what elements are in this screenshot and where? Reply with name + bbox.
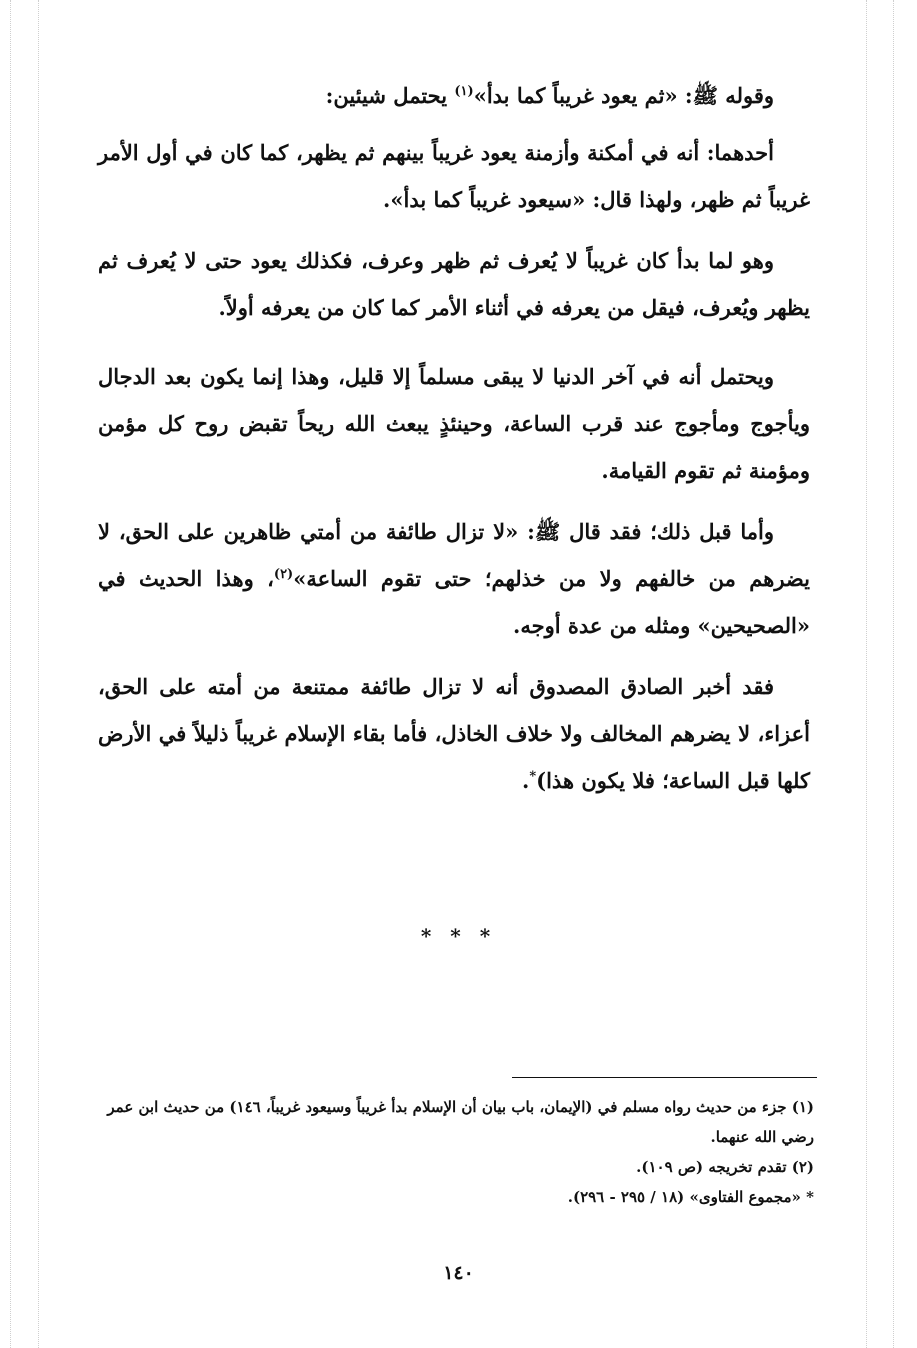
scan-guide-line (38, 0, 39, 1348)
paragraph-text: أحدهما: أنه في أمكنة وأزمنة يعود غريباً بينهم ثم يظهر، كما كان في أول الأمر غريباً ثم ظهر، ولهذا قال: «سيعود غريباً كما بدأ». (98, 140, 810, 212)
paragraph-4 (98, 353, 810, 494)
scan-guide-line (10, 0, 11, 1348)
paragraph-text: ويحتمل أنه في آخر الدنيا لا يبقى مسلماً إلا قليل، وهذا إنما يكون بعد الدجال ويأجوج ومأجوج عند قرب الساعة، وحينئذٍ يبعث الله ريحاً تقبض روح كل مؤمن ومؤمنة ثم تقوم القيامة. (98, 364, 810, 483)
paragraph-2 (98, 129, 810, 223)
paragraph-text-continued: ، وهذا الحديث في «الصحيحين» ومثله من عدة أوجه. (98, 566, 810, 638)
footnote-marker[interactable]: * (529, 769, 537, 784)
paragraph-text-continued: يحتمل شيئين: (325, 83, 455, 108)
footnotes (98, 1092, 814, 1212)
footnote-3: * «مجموع الفتاوى» (١٨ / ٢٩٥ - ٢٩٦). (567, 1188, 814, 1206)
paragraph-1 (98, 72, 810, 119)
footnote-marker[interactable]: (٢) (273, 567, 294, 582)
paragraph-3 (98, 237, 810, 331)
page-number: ١٤٠ (443, 1262, 474, 1284)
paragraph-text: وقوله ﷺ: «ثم يعود غريباً كما بدأ» (473, 83, 774, 108)
paragraph-text-continued: . (522, 768, 530, 793)
footnote-2: (٢) تقدم تخريجه (ص ١٠٩). (636, 1158, 814, 1176)
scan-guide-line (866, 0, 867, 1348)
paragraph-5 (98, 508, 810, 649)
scan-guide-line (893, 0, 894, 1348)
footnote-divider (512, 1077, 817, 1078)
main-text (98, 72, 810, 818)
section-separator: * * * (420, 924, 497, 948)
footnote-1: (١) جزء من حديث رواه مسلم في (الإيمان، باب بيان أن الإسلام بدأ غريباً وسيعود غريباً، ١٤٦) من حديث ابن عمر رضي الله عنهما. (107, 1098, 814, 1146)
paragraph-text: وهو لما بدأ كان غريباً لا يُعرف ثم ظهر وعرف، فكذلك يعود حتى لا يُعرف ثم يظهر ويُعرف، فيقل من يعرفه في أثناء الأمر كما كان من يعرفه أولاً. (98, 248, 810, 320)
paragraph-text: وأما قبل ذلك؛ فقد قال ﷺ: «لا تزال طائفة من أمتي ظاهرين على الحق، لا يضرهم من خالفهم ولا من خذلهم؛ حتى تقوم الساعة» (98, 519, 810, 591)
footnote-marker[interactable]: (١) (454, 84, 474, 99)
paragraph-6 (98, 663, 810, 804)
paragraph-text: فقد أخبر الصادق المصدوق أنه لا تزال طائفة ممتنعة من أمته على الحق، أعزاء، لا يضرهم المخالف ولا خلاف الخاذل، فأما بقاء الإسلام غريباً ذليلاً في الأرض كلها قبل الساعة؛ فلا يكون هذا) (98, 674, 810, 793)
